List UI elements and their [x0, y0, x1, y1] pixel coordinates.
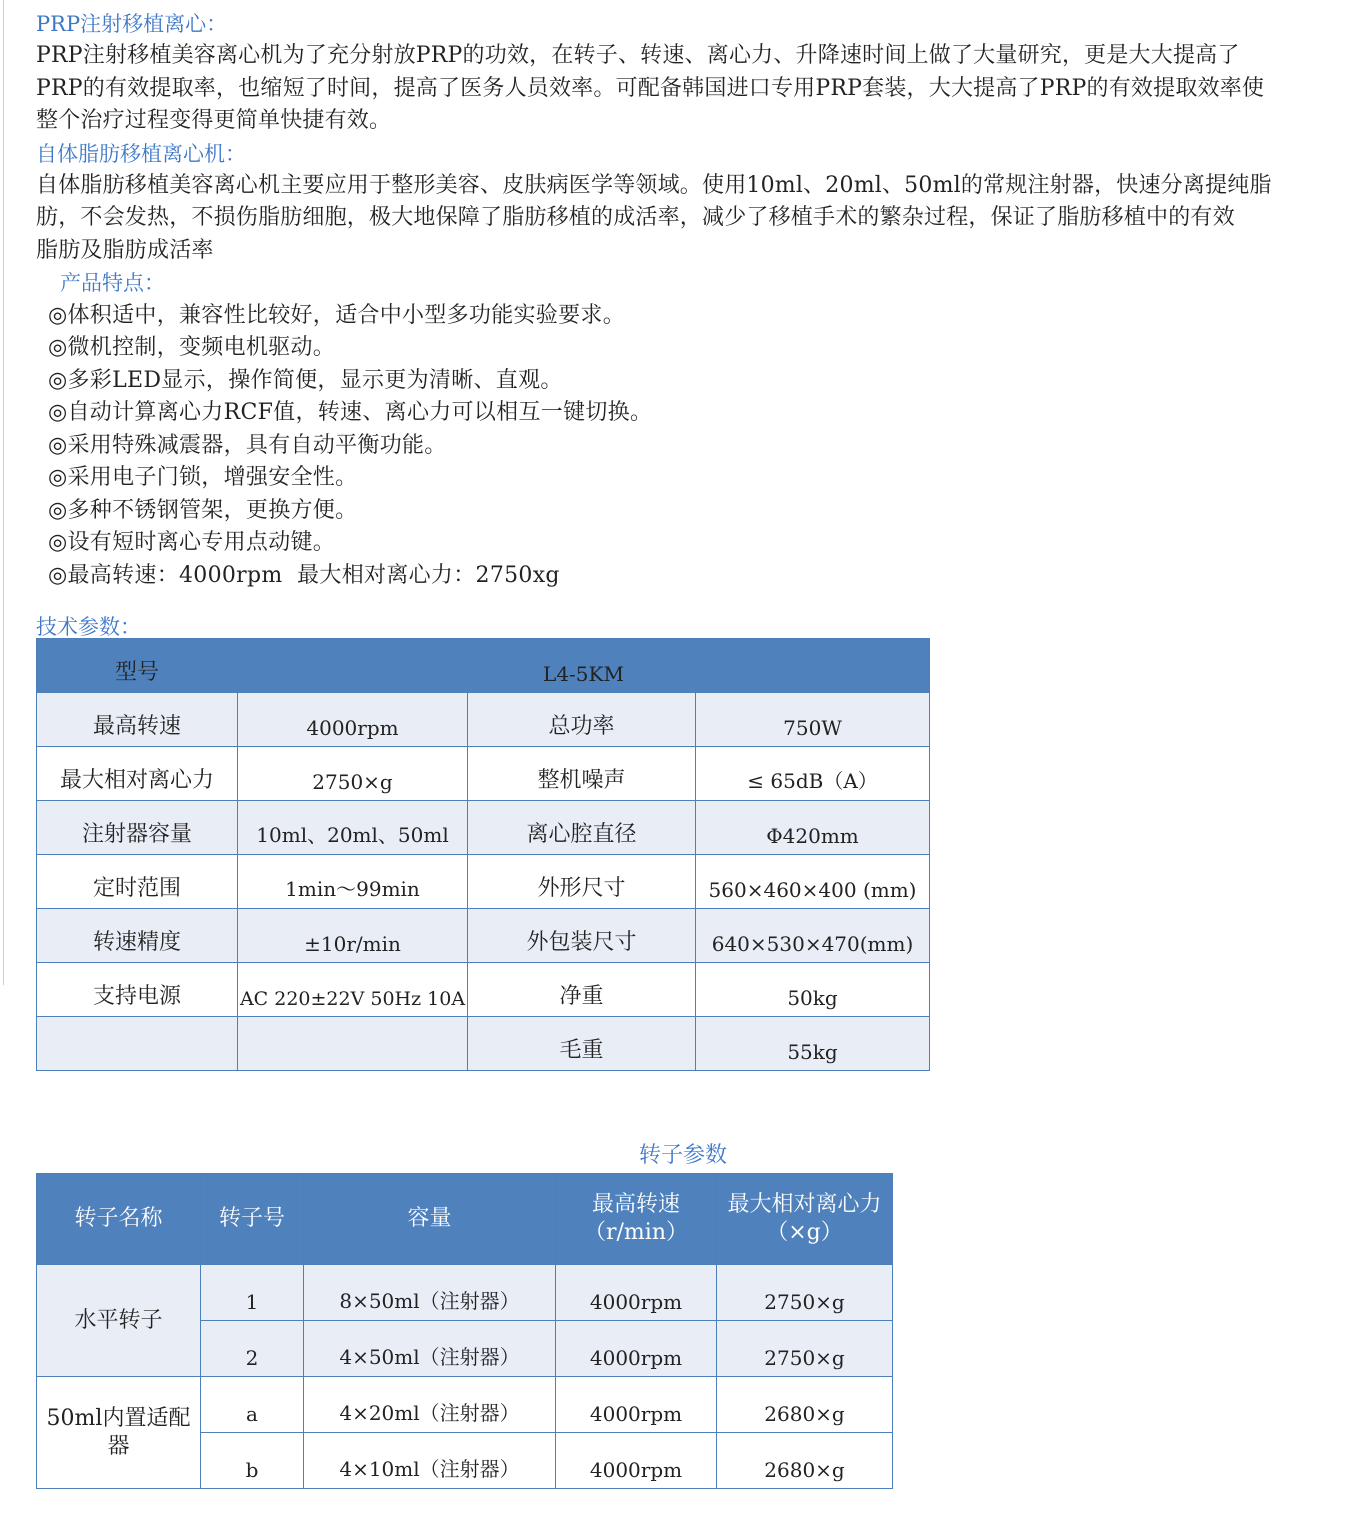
spec-header-row — [37, 639, 930, 693]
spec-row — [37, 747, 930, 801]
spec-row — [37, 801, 930, 855]
fat-line: 脂肪及脂肪成活率 — [36, 237, 214, 263]
rotor-group-name: 水平转子 — [37, 1265, 201, 1377]
spec-value: 1min～99min — [238, 855, 468, 909]
spec-label: 总功率 — [468, 693, 696, 747]
prp-heading: PRP注射移植离心： — [36, 12, 228, 36]
spec-row — [37, 963, 930, 1017]
rotor-capacity: 4×50ml（注射器） — [304, 1321, 556, 1377]
rotor-speed: 4000rpm — [556, 1265, 717, 1321]
feature-item: ◎自动计算离心力RCF值，转速、离心力可以相互一键切换。 — [48, 400, 653, 425]
fat-heading: 自体脂肪移植离心机： — [36, 141, 246, 166]
spec-row — [37, 1017, 930, 1071]
rotor-header-cell: 转子号 — [201, 1174, 304, 1265]
feature-item: ◎设有短时离心专用点动键。 — [48, 530, 336, 555]
spec-value: 750W — [696, 693, 930, 747]
left-edge-rule — [3, 0, 4, 985]
spec-label: 转速精度 — [37, 909, 238, 963]
rotor-header-cell: 最高转速 （r/min） — [556, 1174, 717, 1265]
spec-label: 离心腔直径 — [468, 801, 696, 855]
spec-label: 毛重 — [468, 1017, 696, 1071]
spec-value: AC 220±22V 50Hz 10A — [238, 963, 468, 1017]
spec-value: ≤ 65dB（A） — [696, 747, 930, 801]
spec-label: 最大相对离心力 — [37, 747, 238, 801]
spec-row — [37, 693, 930, 747]
article-body — [36, 8, 1336, 643]
prp-line: PRP注射移植美容离心机为了充分射放PRP的功效，在转子、转速、离心力、升降速时间上做了大量研究，更是大大提高了 — [36, 43, 1240, 68]
rotor-group-name: 50ml内置适配 器 — [37, 1377, 201, 1489]
rotor-header-cell: 容量 — [304, 1174, 556, 1265]
spec-table — [36, 638, 930, 1071]
spec-label — [37, 1017, 238, 1071]
spec-label: 净重 — [468, 963, 696, 1017]
rotor-capacity: 4×10ml（注射器） — [304, 1433, 556, 1489]
spec-label: 外形尺寸 — [468, 855, 696, 909]
spec-label: 注射器容量 — [37, 801, 238, 855]
rotor-header-row — [37, 1174, 893, 1265]
feature-item: ◎采用电子门锁，增强安全性。 — [48, 465, 358, 490]
rotor-row — [37, 1265, 893, 1321]
spec-row — [37, 855, 930, 909]
rotor-capacity: 4×20ml（注射器） — [304, 1377, 556, 1433]
rotor-capacity: 8×50ml（注射器） — [304, 1265, 556, 1321]
fat-line: 肪，不会发热，不损伤脂肪细胞，极大地保障了脂肪移植的成活率，减少了移植手术的繁杂过程，保证了脂肪移植中的有效 — [36, 205, 1235, 230]
spec-model-value: L4-5KM — [238, 639, 930, 693]
spec-value: 560×460×400 (mm) — [696, 855, 930, 909]
spec-value: 4000rpm — [238, 693, 468, 747]
rotor-no: a — [201, 1377, 304, 1433]
prp-line: PRP的有效提取率，也缩短了时间，提高了医务人员效率。可配备韩国进口专用PRP套装，大大提高了PRP的有效提取效率使 — [36, 75, 1265, 101]
rotor-table — [36, 1173, 893, 1489]
spec-value: 55kg — [696, 1017, 930, 1071]
feature-item: ◎采用特殊减震器，具有自动平衡功能。 — [48, 432, 447, 458]
rotor-header-cell: 最大相对离心力 （×g） — [717, 1174, 893, 1265]
features-title: 产品特点： — [60, 271, 165, 295]
rotor-rcf: 2750×g — [717, 1265, 893, 1321]
prp-line: 整个治疗过程变得更简单快捷有效。 — [36, 108, 392, 133]
fat-line: 自体脂肪移植美容离心机主要应用于整形美容、皮肤病医学等领域。使用10ml、20ml、50ml的常规注射器，快速分离提纯脂 — [36, 172, 1272, 198]
feature-item: ◎最高转速：4000rpm 最大相对离心力：2750xg — [48, 562, 560, 588]
spec-row — [37, 909, 930, 963]
spec-model-label: 型号 — [37, 639, 238, 693]
spec-label: 定时范围 — [37, 855, 238, 909]
rotor-speed: 4000rpm — [556, 1433, 717, 1489]
spec-label: 外包装尺寸 — [468, 909, 696, 963]
tech-title: 技术参数： — [36, 615, 141, 639]
spec-value: 2750×g — [238, 747, 468, 801]
rotor-rcf: 2680×g — [717, 1433, 893, 1489]
rotor-no: 2 — [201, 1321, 304, 1377]
rotor-rcf: 2680×g — [717, 1377, 893, 1433]
rotor-no: b — [201, 1433, 304, 1489]
spec-value — [238, 1017, 468, 1071]
fat-paragraph — [36, 170, 1336, 268]
rotor-no: 1 — [201, 1265, 304, 1321]
rotor-header-cell: 转子名称 — [37, 1174, 201, 1265]
spec-value: Φ420mm — [696, 801, 930, 855]
spec-value: 50kg — [696, 963, 930, 1017]
rotor-rcf: 2750×g — [717, 1321, 893, 1377]
spec-value: ±10r/min — [238, 909, 468, 963]
feature-item: ◎体积适中，兼容性比较好，适合中小型多功能实验要求。 — [48, 302, 625, 328]
feature-item: ◎微机控制，变频电机驱动。 — [48, 335, 336, 360]
rotor-row — [37, 1377, 893, 1433]
rotor-speed: 4000rpm — [556, 1377, 717, 1433]
feature-item: ◎多种不锈钢管架，更换方便。 — [48, 497, 358, 523]
feature-item: ◎多彩LED显示，操作简便，显示更为清晰、直观。 — [48, 367, 563, 393]
features-list — [36, 300, 1336, 593]
prp-paragraph — [36, 40, 1336, 138]
spec-label: 整机噪声 — [468, 747, 696, 801]
spec-label: 支持电源 — [37, 963, 238, 1017]
spec-label: 最高转速 — [37, 693, 238, 747]
spec-value: 10ml、20ml、50ml — [238, 801, 468, 855]
rotor-title: 转子参数 — [639, 1143, 728, 1168]
spec-value: 640×530×470(mm) — [696, 909, 930, 963]
rotor-speed: 4000rpm — [556, 1321, 717, 1377]
